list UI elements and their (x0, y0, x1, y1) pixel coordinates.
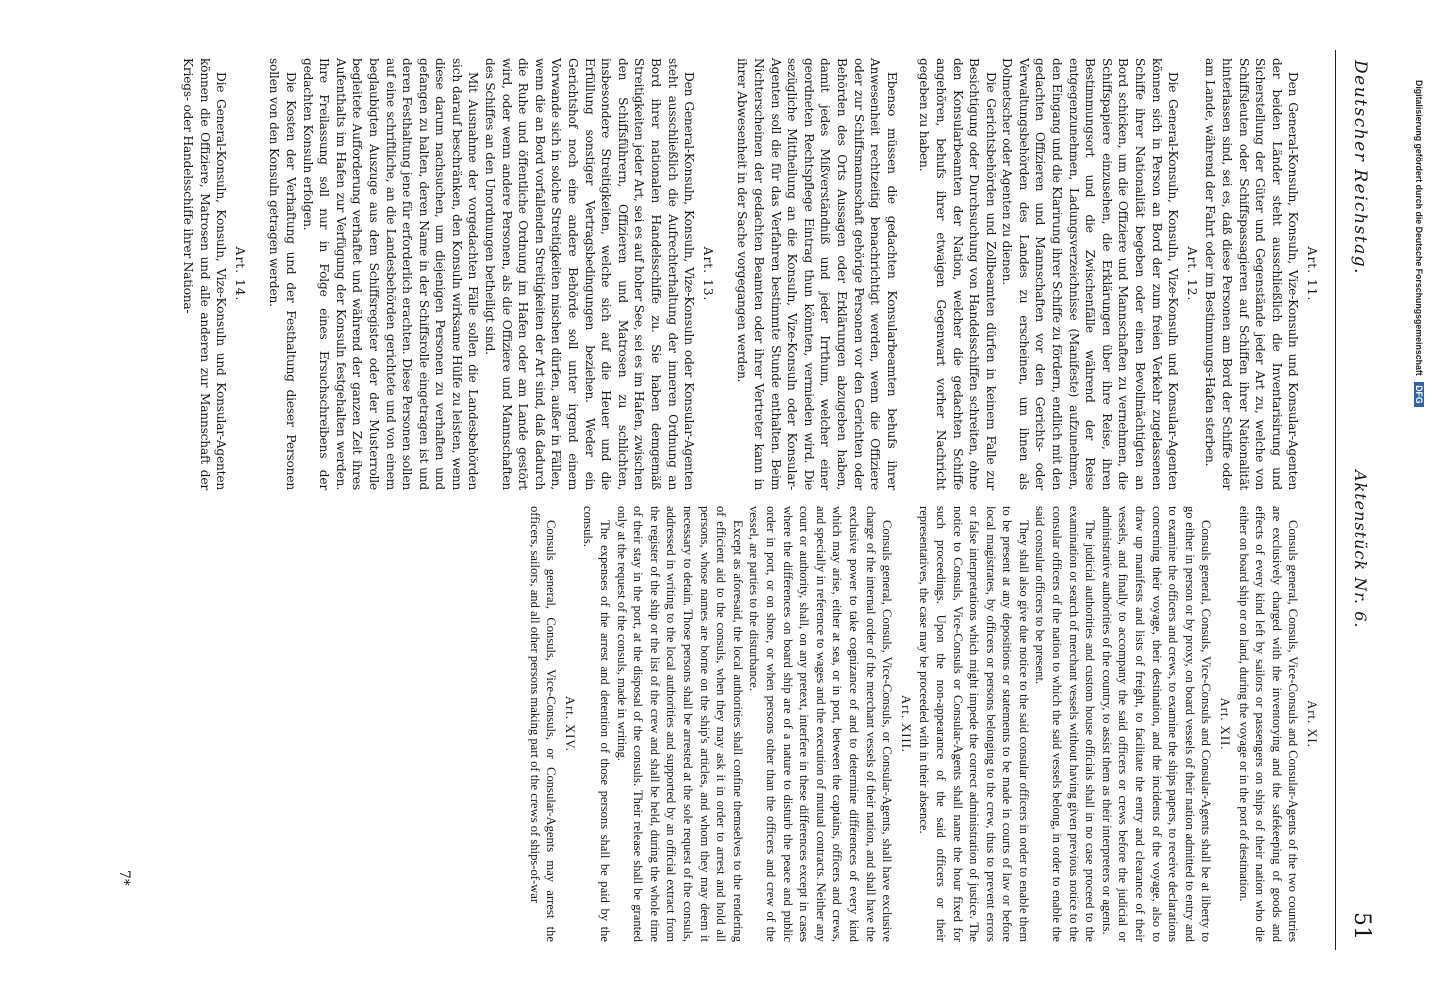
german-paragraph: Die General-Konsuln, Konsuln, Vize-Konsuln und Konsular-Agenten können sich in Person an Bord der zum freien Verkehr zugelassenen Schiffe ihrer Nationalität begeben oder einen Bevollmächtigten an Bord schicken, um die Offiziere und Mannschaften zu vernehmen, die Schiffspapiere einzusehen, die Erklärungen über ihre Reise, ihren Bestimmungsort und die Zwischenfälle während der Reise entgegenzunehmen, Ladungsverzeichnisse (Manifeste) aufzunehmen, den Eingang und die Klarirung ihrer Schiffe zu fördern, endlich mit den gedachten Offizieren und Mannschaften vor den Gerichts- oder Verwaltungsbehörden des Landes zu erscheinen, um ihnen als Dolmetscher oder Agenten zu dienen. (1000, 58, 1181, 490)
german-paragraph: Ebenso müssen die gedachten Konsularbeamten behufs ihrer Anwesenheit rechtzeitig benachrichtigt werden, wenn die Offiziere oder zur Schiffsmannschaft gehörige Personen vor den Gerichten oder Behörden des Orts Aussagen oder Erklärungen abzugeben haben, damit jedes Mißverständniß und jeder Irrthum, welcher einer geordneten Rechtspflege Eintrag thun könnten, vermieden wird. Die sezügliche Mittheilung an die Konsuln, Vize-Konsuln oder Konsular-Agenten soll die für das Verfahren bestimmte Stunde enthalten. Beim Nichterscheinen der gedachten Beamten oder ihrer Vertreter kann in ihrer Abwesenheit in der Sache vorgegangen werden. (735, 58, 899, 490)
english-article-heading: Art. XI. (1305, 700, 1319, 748)
german-paragraph: Mit Ausnahme der vorgedachten Fälle sollen die Landesbehörden sich darauf beschränken, den Konsuln wirksame Hülfe zu leisten, wenn diese darum nachsuchen, um diejenigen Personen zu verhaften und gefangen zu halten, deren Name in der Schiffsrolle eingetragen ist und deren Festhaltung jene für erforderlich erachten. Diese Personen sollen auf eine schriftliche, an die Landesbehörden gerichtete und von einem beglaubigten Auszuge aus dem Schiffsregister oder der Musterrolle begleitete Aufforderung verhaftet und während der ganzen Zeit ihres Aufenthalts im Hafen zur Verfügung der Konsuln festgehalten werden. Ihre Freilassung soll nur in Folge eines Ersuchschreibens der gedachten Konsuln erfolgen. (300, 58, 481, 490)
german-text-column (179, 58, 1322, 490)
dfg-logo: DFG (1414, 382, 1424, 407)
german-paragraph: Die General-Konsuln, Konsuln, Vize-Konsuln und Konsular-Agenten können die Offiziere, Matrosen und alle anderen zur Mannschaft der Kriegs- oder Handelsschiffe ihrer Nationa- (181, 58, 229, 490)
english-paragraph: The expenses of the arrest and detention of those persons shall be paid by the consuls. (581, 506, 613, 942)
german-article-heading: Art. 13. (700, 246, 715, 302)
german-spacer (718, 58, 734, 490)
german-paragraph: Die Gerichtsbehörden und Zollbeamten dürfen in keinem Falle zur Besichtigung oder Durchsuchung von Handelsschiffen schreiten, ohne den Konsularbeamten der Nation, welcher die gedachten Schiffe angehören, behufs ihrer etwaigen Gegenwart vorher Nachricht gegeben zu haben. (917, 58, 998, 490)
english-paragraph: Except as aforesaid, the local authorities shall confine themselves to the rendering of efficient aid to the consuls, when they may ask it in order to arrest and hold all persons, whose names are borne on the ship's articles, and whom they may deem it necessary to detain. Those persons shall be arrested at the sole request of the consuls, addressed in writing to the local authorities and supported by an official extract from the register of the ship or the list of the crew and shall be held, during the whole time of their stay in the port, at the disposal of the consuls. Their release shall be granted only at the request of the consuls, made in writing. (614, 506, 745, 942)
page-number: 51 (1349, 912, 1374, 940)
german-spacer (900, 58, 916, 490)
funding-text: Digitalisierung gefördert durch die Deutsche Forschungsgemeinschaft (1414, 80, 1424, 376)
english-paragraph: The judicial authorities and custom house officials shall in no case proceed to the examination or search of merchant vessels without having given previous notice to the consular officers of the nation to which the said vessels belong, in order to enable the said consular officers to be present. (1033, 506, 1098, 942)
german-article-heading: Art. 11. (1305, 246, 1319, 302)
english-article-heading: Art. XII. (1218, 697, 1233, 751)
german-paragraph: Den General-Konsuln, Konsuln, Vize-Konsuln oder Konsular-Agenten steht ausschließlich die Aufrechterhaltung der inneren Ordnung an Bord ihrer nationalen Handelsschiffe zu. Sie haben demgemäß Streitigkeiten jeder Art, sei es auf hoher See, sei es im Hafen, zwischen den Schiffsführern, Offizieren und Matrosen zu schlichten, insbesondere Streitigkeiten, welche sich auf die Heuer und die Erfüllung sonstiger Vertragsbedingungen beziehen. Weder ein Gerichtshof noch eine andere Behörde soll unter irgend einem Vorwande sich in solche Streitigkeiten mischen dürfen, außer in Fällen, wenn die an Bord vorfallenden Streitigkeiten der Art sind, daß dadurch die Ruhe und öffentliche Ordnung im Hafen oder am Lande gestört wird, oder wenn andere Personen, als die Offiziere und Mannschaften des Schiffes an den Unordnungen betheiligt sind. (483, 58, 697, 490)
english-paragraph: Consuls general, Consuls, Vice-Consuls and Consular-Agents shall be at liberty to go either in person or by proxy, on board vessels of their nation admitted to entry and to examine the officers and crews, to examine the ships papers, to receive declarations concerning their voyage, their destination, and the incidents of the voyage, also to draw up manifests and lists of freight, to facilitate the entry and clearance of their vessels, and finally to accompany the said officers or crews before the judicial or administrative authorities of the country, to assist them as their interpreters or agents. (1099, 506, 1214, 942)
english-paragraph: Consuls general, Consuls, Vice-Consuls, or Consular-Agents may arrest the officers, sailors, and all other persons making part of the crews of ships-of-war (527, 506, 559, 942)
english-paragraph: Consuls general, Consuls, Vice-Consuls, or Consular-Agents, shall have exclusive charge of the internal order of the merchant vessels of their nation, and shall have the exclusive power to take cognizance of and to determine differences of every kind which may arise, either at sea, or in port, between the captains, officers and crews, and specially in reference to wages and the execution of mutual contracts. Neither any court or authority, shall, on any pretext, interfere in these differences except in cases where the differences on board ship are of a nature to disturb the peace and public order in port, or on shore, or when persons other than the officers and crew of the vessel, are parties to the disturbance. (747, 506, 895, 942)
funding-note (1414, 80, 1424, 407)
german-article-heading: Art. 14. (232, 246, 247, 302)
header-left-title: Deutscher Reichstag. (1350, 60, 1370, 275)
page-header (1335, 50, 1376, 950)
english-article-heading: Art. XIV. (562, 696, 577, 752)
english-article-heading: Art. XIII. (898, 695, 913, 753)
signature-mark: 7* (116, 870, 132, 886)
german-article-heading: Art. 12. (1184, 246, 1199, 302)
german-paragraph: Die Kosten der Verhaftung und der Festhaltung dieser Personen sollen von den Konsuln getragen werden. (267, 58, 298, 490)
english-paragraph: Consuls general, Consuls, Vice-Consuls and Consular-Agents of the two countries are exclusively charged with the inventorying and the safekeeping of goods and effects of every kind left by sailors or passengers on ships of their nation who die either on board ship or on land, during the voyage or in the port of destination. (1236, 506, 1301, 942)
header-document-number: Aktenstück Nr. 6. (1351, 470, 1370, 629)
german-spacer (250, 58, 266, 490)
german-paragraph: Den General-Konsuln, Konsuln, Vize-Konsuln und Konsular-Agenten der beiden Länder steht ausschließlich die Inventarisirung und Sicherstellung der Güter und Gegenstände jeder Art zu, welche von Schiffsleuten oder Schiffspassagieren auf Schiffen ihrer Nationalität hinterlassen sind, sei es, daß diese Personen am Bord der Schiffe oder am Lande, während der Fahrt oder im Bestimmungs-Hafen sterben. (1203, 58, 1301, 490)
english-text-column (526, 506, 1322, 942)
english-paragraph: They shall also give due notice to the said consular officers in order to enable them to be present at any depositions or statements to be made in courts of law or before local magistrates, by officers or persons belonging to the crew, thus to prevent errors or false interpretations which might impede the correct administration of justice. The notice to Consuls, Vice-Consuls or Consular-Agents shall name the hour fixed for such proceedings. Upon the non-appearance of the said officers or their representatives, the case may be proceeded with in their absence. (917, 506, 1031, 942)
